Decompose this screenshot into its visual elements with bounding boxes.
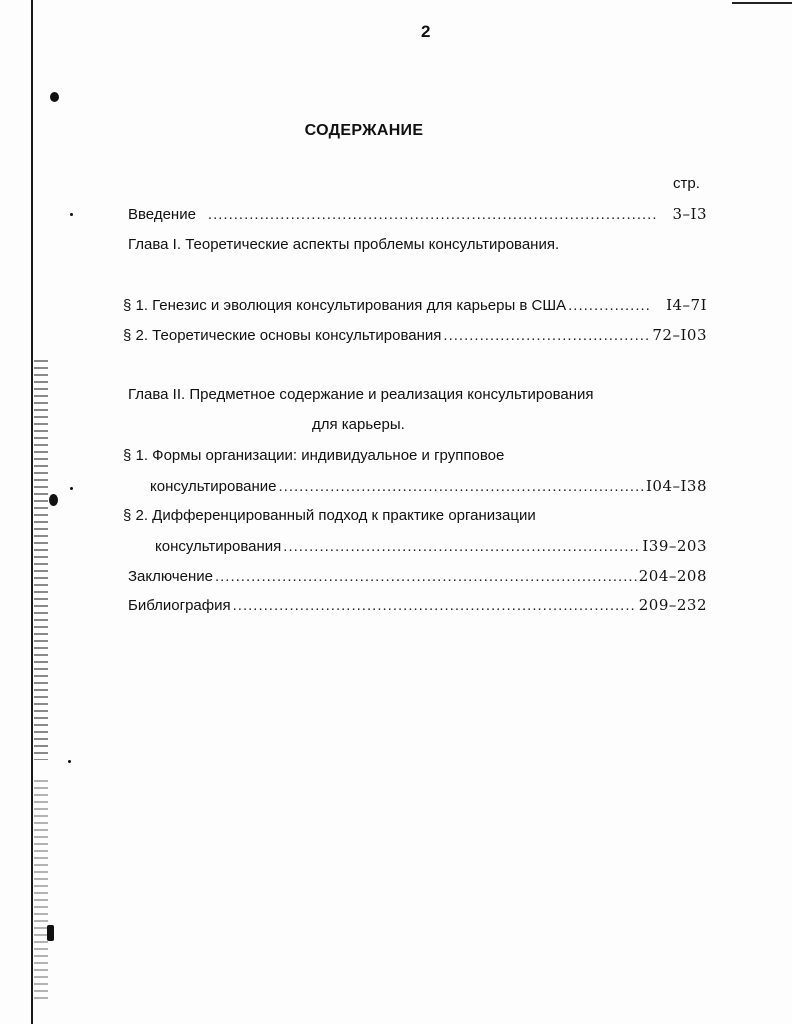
toc-entry-section: [150, 476, 707, 497]
toc-entry-label-continuation: консультирование: [150, 478, 277, 495]
dot-leader: [283, 537, 640, 557]
toc-entry-bibliography: [128, 595, 707, 616]
toc-entry-pages: I39–203: [642, 537, 707, 555]
toc-entry-label: Библиография: [128, 597, 231, 614]
dot-leader: [208, 205, 659, 225]
punch-hole-mark: [50, 92, 59, 102]
scan-edge-line: [31, 0, 33, 1024]
speck-mark: [70, 487, 73, 490]
punch-hole-mark: [47, 925, 54, 941]
toc-entry-pages: 204–208: [638, 567, 707, 585]
toc-entry-pages: 209–232: [638, 596, 707, 614]
toc-entry-label: § 2. Теоретические основы консультирования: [123, 327, 442, 344]
chapter-heading: Глава II. Предметное содержание и реализация консультирования: [128, 386, 594, 403]
toc-entry-section: [123, 295, 707, 316]
toc-entry-label: § 1. Формы организации: индивидуальное и групповое: [123, 447, 505, 464]
dot-leader: [443, 326, 650, 346]
toc-entry-label-continuation: консультирования: [155, 538, 282, 555]
toc-entry-label: Введение: [128, 206, 196, 223]
dot-leader: [279, 477, 644, 497]
toc-entry-label: § 2. Дифференцированный подход к практике организации: [123, 507, 536, 524]
scan-edge-noise-lower: [34, 780, 48, 1000]
page-title: СОДЕРЖАНИЕ: [304, 122, 424, 139]
toc-entry-intro: [128, 204, 707, 225]
toc-entry-pages: 3–I3: [672, 205, 707, 223]
scan-top-line: [732, 2, 792, 4]
speck-mark: [68, 760, 71, 763]
punch-hole-mark: [49, 494, 58, 506]
toc-entry-conclusion: [128, 566, 707, 587]
toc-entry-label: Заключение: [128, 568, 213, 585]
page-number: 2: [421, 22, 431, 41]
dot-leader: [233, 596, 637, 616]
pages-column-label: стр.: [673, 175, 700, 192]
dot-leader: [215, 567, 637, 587]
toc-entry-section: [155, 536, 707, 557]
scan-edge-noise: [34, 360, 48, 760]
speck-mark: [70, 213, 73, 216]
toc-entry-label: § 1. Генезис и эволюция консультирования для карьеры в США: [123, 297, 567, 314]
chapter-heading: Глава I. Теоретические аспекты проблемы консультирования.: [128, 236, 560, 253]
toc-entry-pages: I4–7I: [666, 296, 707, 314]
toc-entry-pages: I04–I38: [645, 477, 707, 495]
toc-entry-section: [123, 325, 707, 346]
toc-entry-pages: 72–I03: [652, 326, 707, 344]
chapter-heading-continuation: для карьеры.: [312, 416, 405, 433]
dot-leader: [568, 296, 652, 316]
